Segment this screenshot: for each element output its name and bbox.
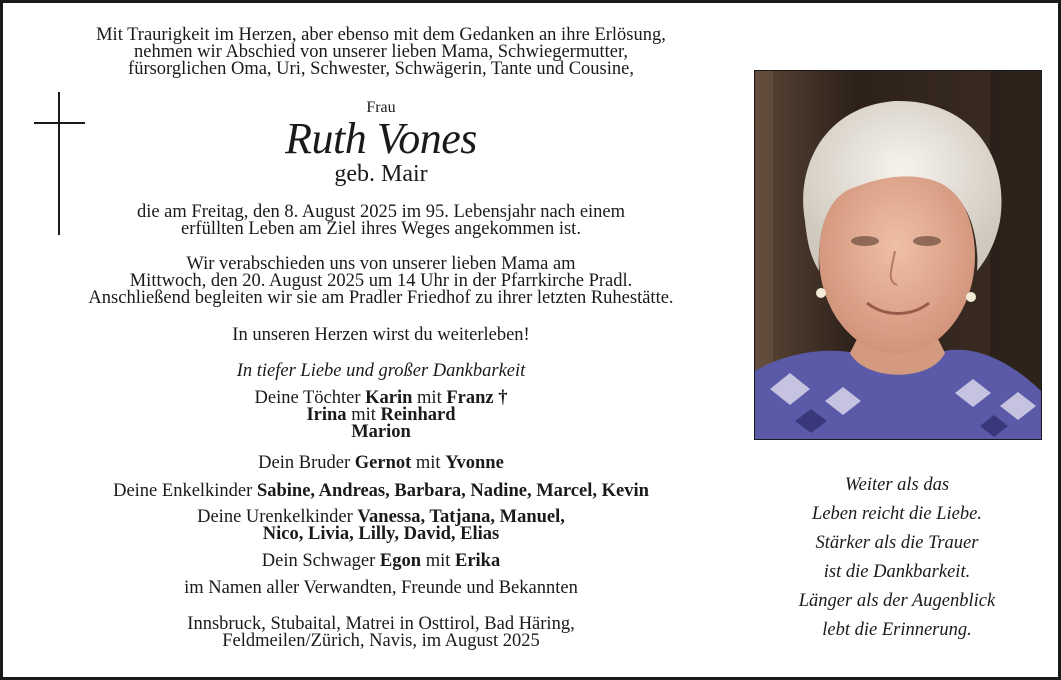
with-word: mit — [346, 405, 381, 425]
intro-text — [3, 27, 759, 78]
mourners-intro-text: In tiefer Liebe und großer Dankbarkeit — [236, 361, 526, 381]
earring-right — [966, 292, 976, 302]
brother-in-law-name: Egon — [379, 551, 422, 571]
funeral-line: Wir verabschieden uns von unserer lieben Mama am — [186, 254, 576, 274]
brother-partner-name: Yvonne — [445, 453, 504, 473]
brother-in-law-prefix: Dein Schwager — [261, 551, 380, 571]
deceased-title: Frau — [366, 99, 396, 116]
daughter-name: Irina — [306, 405, 347, 425]
poem-line: Weiter als das — [844, 475, 950, 495]
great-grandchildren-names: Vanessa, Tatjana, Manuel, — [357, 507, 565, 527]
brother-prefix: Dein Bruder — [258, 453, 355, 473]
grandchildren-prefix: Deine Enkelkinder — [113, 481, 257, 501]
grandchildren-line — [3, 483, 759, 500]
with-word: mit — [421, 551, 455, 571]
partner-name: Franz † — [446, 388, 508, 408]
motto-text: In unseren Herzen wirst du weiterleben! — [232, 325, 530, 345]
brother-block — [3, 455, 759, 472]
funeral-details — [3, 256, 759, 307]
great-grandchildren-prefix: Deine Urenkelkinder — [197, 507, 358, 527]
with-word: mit — [411, 453, 446, 473]
with-word: mit — [412, 388, 447, 408]
daughter-name: Karin — [365, 388, 413, 408]
deceased-maiden-name: geb. Mair — [334, 161, 428, 187]
brother-in-law-block — [3, 553, 759, 570]
poem-line: Leben reicht die Liebe. — [812, 504, 982, 524]
brother-in-law-line — [3, 553, 759, 570]
funeral-line: Anschließend begleiten wir sie am Pradler Friedhof zu ihrer letzten Ruhestätte. — [88, 288, 674, 308]
poem — [754, 471, 1040, 645]
partner-name: Reinhard — [380, 405, 456, 425]
daughter-name: Marion — [351, 422, 411, 442]
relatives-line — [3, 580, 759, 597]
motto — [3, 327, 759, 344]
great-grandchildren-names: Nico, Livia, Lilly, David, Elias — [262, 524, 500, 544]
deceased-name: Ruth Vones — [285, 114, 477, 163]
brother-name: Gernot — [354, 453, 412, 473]
deceased-block — [3, 99, 759, 187]
funeral-line: Mittwoch, den 20. August 2025 um 14 Uhr in der Pfarrkirche Pradl. — [129, 271, 633, 291]
brother-line — [3, 455, 759, 472]
daughters-line — [3, 424, 759, 441]
grandchildren-names: Sabine, Andreas, Barbara, Nadine, Marcel, Kevin — [256, 481, 649, 501]
relatives-text: im Namen aller Verwandten, Freunde und Bekannten — [184, 578, 578, 598]
places-line: Feldmeilen/Zürich, Navis, im August 2025 — [222, 631, 540, 651]
poem-line: ist die Dankbarkeit. — [823, 562, 971, 582]
grandchildren-block — [3, 483, 759, 500]
intro-line: fürsorglichen Oma, Uri, Schwester, Schwägerin, Tante und Cousine, — [128, 59, 634, 79]
intro-line: nehmen wir Abschied von unserer lieben Mama, Schwiegermutter, — [134, 42, 628, 62]
poem-line: Stärker als die Trauer — [815, 533, 979, 553]
poem-line: lebt die Erinnerung. — [822, 620, 972, 640]
poem-line: Länger als der Augenblick — [798, 591, 996, 611]
places-block — [3, 616, 759, 650]
daughters-block — [3, 390, 759, 441]
daughters-prefix: Deine Töchter — [254, 388, 366, 408]
death-notice-line: erfüllten Leben am Ziel ihres Weges angekommen ist. — [181, 219, 581, 239]
portrait-photo — [754, 70, 1042, 440]
brother-in-law-partner-name: Erika — [454, 551, 501, 571]
death-notice — [3, 204, 759, 238]
places-line: Innsbruck, Stubaital, Matrei in Osttirol, Bad Häring, — [187, 614, 575, 634]
portrait-illustration — [755, 71, 1041, 439]
intro-line: Mit Traurigkeit im Herzen, aber ebenso mit dem Gedanken an ihre Erlösung, — [96, 25, 666, 45]
earring-left — [816, 288, 826, 298]
mourners-intro — [3, 363, 759, 380]
great-grandchildren-block — [3, 509, 759, 543]
great-grandchildren-line — [3, 526, 759, 543]
death-notice-line: die am Freitag, den 8. August 2025 im 95. Lebensjahr nach einem — [136, 202, 626, 222]
